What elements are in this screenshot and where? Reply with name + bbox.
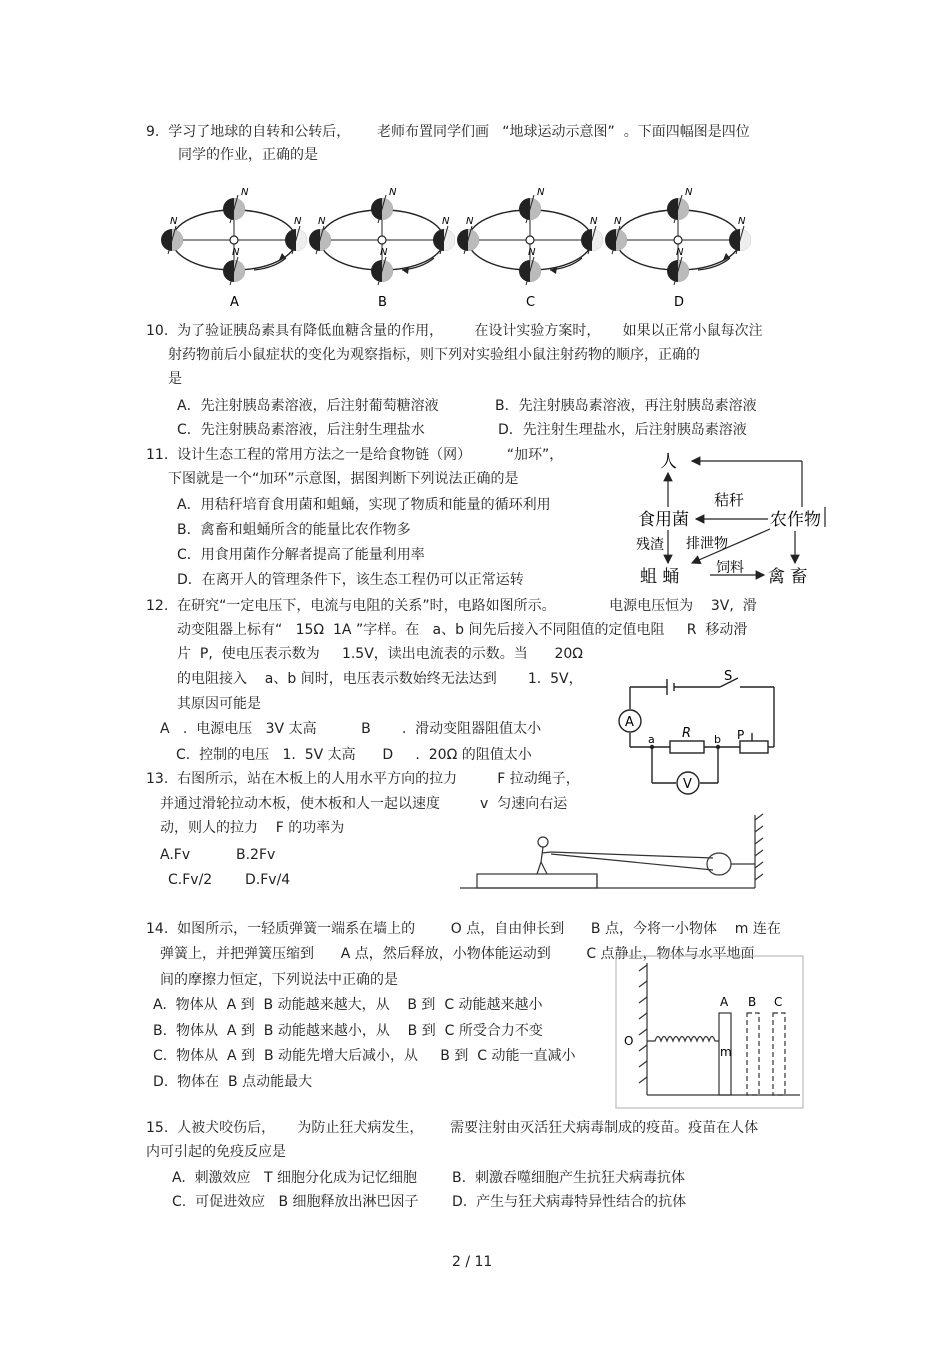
earth-icon bbox=[371, 247, 393, 285]
q15-option-c: C. 可促进效应 B 细胞释放出淋巴因子 bbox=[172, 1194, 419, 1210]
earth-icon bbox=[223, 187, 249, 223]
q14-option-a: A. 物体从 A 到 B 动能越来越大，从 B 到 C 动能越来越小 bbox=[153, 997, 543, 1013]
axis-n-label: N bbox=[232, 247, 240, 258]
earth-icon bbox=[519, 187, 545, 223]
q9-stem-line-2: 同学的作业，正确的是 bbox=[178, 147, 318, 163]
eco-livestock: 禽 畜 bbox=[768, 567, 808, 587]
spring-point-c: C bbox=[774, 995, 783, 1009]
q13-stem-line-3: 动，则人的拉力 F 的功率为 bbox=[160, 820, 345, 836]
axis-n-label: N bbox=[738, 216, 746, 227]
axis-n-label: N bbox=[676, 247, 684, 258]
q11-option-b: B．禽畜和蛆蛹所含的能量比农作物多 bbox=[177, 522, 411, 538]
spring-point-a: A bbox=[720, 995, 729, 1009]
q9-stem-line-1: 9. 学习了地球的自转和公转后， 老师布置同学们画 “地球运动示意图” 。下面四幅图是四位 bbox=[146, 124, 750, 140]
circuit-point-a: a bbox=[648, 733, 655, 746]
q13-option-a: A.Fv bbox=[160, 847, 191, 863]
eco-straw: 秸秆 bbox=[714, 491, 745, 509]
pulley-plank-diagram bbox=[455, 810, 775, 895]
axis-n-label: N bbox=[442, 216, 450, 227]
orbit-label: B bbox=[378, 295, 387, 310]
circuit-point-b: b bbox=[714, 733, 721, 746]
spring-mass-m: m bbox=[720, 1045, 732, 1059]
circuit-resistor-label: R bbox=[682, 726, 692, 741]
earth-icon bbox=[371, 187, 397, 223]
q11-stem-line-1: 11. 设计生态工程的常用方法之一是给食物链（网） “加环”， bbox=[146, 447, 564, 463]
q12-option-ab: A . 电源电压 3V 太高 B . 滑动变阻器阻值太小 bbox=[160, 721, 542, 737]
circuit-slider-label: P bbox=[737, 728, 745, 742]
sun-icon bbox=[378, 236, 386, 244]
orbit-label: C bbox=[526, 295, 536, 310]
circuit-ammeter-label: A bbox=[625, 715, 634, 730]
earth-icon bbox=[161, 216, 183, 254]
earth-icon bbox=[667, 187, 693, 223]
earth-icon bbox=[519, 247, 541, 285]
q15-stem-line-2: 内可引起的免疫反应是 bbox=[146, 1144, 286, 1160]
q13-stem-line-2: 并通过滑轮拉动木板，使木板和人一起以速度 v 匀速向右运 bbox=[160, 796, 568, 812]
axis-n-label: N bbox=[389, 187, 397, 198]
q14-stem-line-1: 14. 如图所示，一轻质弹簧一端系在墙上的 O 点，自由伸长到 B 点，今将一小物体 m 连在 bbox=[146, 921, 781, 937]
axis-n-label: N bbox=[528, 247, 536, 258]
q10-option-b: B．先注射胰岛素溶液，再注射胰岛素溶液 bbox=[495, 398, 757, 414]
eco-excrement: 排泄物 bbox=[686, 536, 728, 552]
orbit-diagram-d bbox=[605, 187, 751, 310]
q10-stem-line-1: 10. 为了验证胰岛素具有降低血糖含量的作用， 在设计实验方案时， 如果以正常小鼠每次注 bbox=[146, 323, 763, 339]
q12-option-cd: C. 控制的电压 1. 5V 太高 D . 20Ω 的阻值太小 bbox=[176, 747, 532, 763]
q10-option-d: D．先注射生理盐水，后注射胰岛素溶液 bbox=[498, 422, 747, 438]
q10-option-c: C．先注射胰岛素溶液，后注射生理盐水 bbox=[177, 422, 425, 438]
spring-point-b: B bbox=[748, 995, 757, 1009]
q11-option-c: C．用食用菌作分解者提高了能量利用率 bbox=[177, 547, 425, 563]
earth-icon bbox=[581, 216, 603, 254]
q12-stem-line-4: 的电阻接入 a、b 间时，电压表示数始终无法达到 1. 5V， bbox=[177, 671, 583, 687]
earth-icon bbox=[223, 247, 245, 285]
q14-option-d: D. 物体在 B 点动能最大 bbox=[153, 1074, 313, 1090]
q10-stem-line-2: 射药物前后小鼠症状的变化为观察指标，则下列对实验组小鼠注射药物的顺序，正确的 bbox=[168, 347, 700, 363]
axis-n-label: N bbox=[380, 247, 388, 258]
axis-n-label: N bbox=[318, 216, 326, 227]
q12-stem-line-1: 12. 在研究“一定电压下，电流与电阻的关系”时，电路如图所示。 电源电压恒为 3V, 滑 bbox=[146, 598, 757, 614]
sun-icon bbox=[674, 236, 682, 244]
q12-stem-line-2: 动变阻器上标有“ 15Ω 1A ”字样。在 a、b 间先后接入不同阻值的定值电阻 R 移动滑 bbox=[177, 622, 748, 638]
axis-n-label: N bbox=[590, 216, 598, 227]
axis-n-label: N bbox=[170, 216, 178, 227]
circuit-switch-label: S bbox=[724, 669, 733, 684]
q14-stem-line-3: 间的摩擦力恒定，下列说法中正确的是 bbox=[160, 972, 398, 988]
q13-option-b: B.2Fv bbox=[236, 847, 276, 863]
eco-crops: 农作物 bbox=[770, 510, 821, 530]
q14-option-c: C. 物体从 A 到 B 动能先增大后减小，从 B 到 C 动能一直减小 bbox=[153, 1048, 576, 1064]
q11-option-a: A．用秸秆培育食用菌和蛆蛹，实现了物质和能量的循环利用 bbox=[177, 497, 551, 513]
q13-option-d: D.Fv/4 bbox=[245, 872, 291, 888]
sun-icon bbox=[526, 236, 534, 244]
q14-option-b: B. 物体从 A 到 B 动能越来越小，从 B 到 C 所受合力不变 bbox=[153, 1023, 543, 1039]
eco-residue: 残渣 bbox=[636, 537, 664, 553]
q12-stem-line-3: 片 P, 使电压表示数为 1.5V，读出电流表的示数。当 20Ω bbox=[177, 646, 583, 662]
q15-option-b: B. 刺激吞噬细胞产生抗狂犬病毒抗体 bbox=[452, 1170, 685, 1186]
axis-n-label: N bbox=[537, 187, 545, 198]
orbit-label: D bbox=[674, 295, 685, 310]
axis-n-label: N bbox=[294, 216, 302, 227]
eco-feed: 饲料 bbox=[716, 560, 744, 576]
q11-option-d: D．在离开人的管理条件下，该生态工程仍可以正常运转 bbox=[177, 572, 524, 588]
spring-point-o: O bbox=[624, 1034, 634, 1048]
page-number: 2 / 11 bbox=[452, 1254, 493, 1270]
earth-icon bbox=[729, 216, 751, 254]
earth-icon bbox=[667, 247, 689, 285]
eco-person: 人 bbox=[660, 452, 677, 472]
q12-stem-line-5: 其原因可能是 bbox=[177, 696, 261, 712]
circuit-voltmeter-label: V bbox=[683, 777, 692, 792]
q14-stem-line-2: 弹簧上，并把弹簧压缩到 A 点，然后释放，小物体能运动到 C 点静止，物体与水平地面 bbox=[160, 946, 755, 962]
sun-icon bbox=[230, 236, 238, 244]
orbit-label: A bbox=[230, 295, 239, 310]
earth-icon bbox=[433, 216, 455, 254]
circuit-diagram bbox=[612, 665, 787, 800]
q15-option-d: D. 产生与狂犬病毒特异性结合的抗体 bbox=[452, 1194, 687, 1210]
q15-option-a: A. 刺激效应 T 细胞分化成为记忆细胞 bbox=[172, 1170, 418, 1186]
axis-n-label: N bbox=[241, 187, 249, 198]
axis-n-label: N bbox=[614, 216, 622, 227]
earth-orbit-diagrams bbox=[160, 178, 760, 313]
q13-stem-line-1: 13. 右图所示，站在木板上的人用水平方向的拉力 F 拉动绳子， bbox=[146, 771, 580, 787]
ecology-loop-diagram bbox=[630, 445, 845, 590]
axis-n-label: N bbox=[685, 187, 693, 198]
q10-option-a: A．先注射胰岛素溶液，后注射葡萄糖溶液 bbox=[177, 398, 439, 414]
q13-option-c: C.Fv/2 bbox=[168, 872, 213, 888]
spring-mass-diagram bbox=[615, 955, 805, 1110]
earth-icon bbox=[605, 216, 627, 254]
orbit-diagram-c bbox=[457, 187, 603, 310]
earth-icon bbox=[309, 216, 331, 254]
eco-fungi: 食用菌 bbox=[638, 510, 689, 530]
q11-stem-line-2: 下图就是一个“加环”示意图，据图判断下列说法正确的是 bbox=[168, 471, 519, 487]
orbit-diagram-b bbox=[309, 187, 455, 310]
q15-stem-line-1: 15. 人被犬咬伤后， 为防止狂犬病发生， 需要注射由灭活狂犬病毒制成的疫苗。疫苗在人体 bbox=[146, 1120, 759, 1136]
eco-maggot: 蛆 蛹 bbox=[640, 567, 680, 587]
q10-stem-line-3: 是 bbox=[168, 371, 182, 387]
axis-n-label: N bbox=[466, 216, 474, 227]
earth-icon bbox=[285, 216, 307, 254]
orbit-diagram-a bbox=[161, 187, 307, 310]
earth-icon bbox=[457, 216, 479, 254]
